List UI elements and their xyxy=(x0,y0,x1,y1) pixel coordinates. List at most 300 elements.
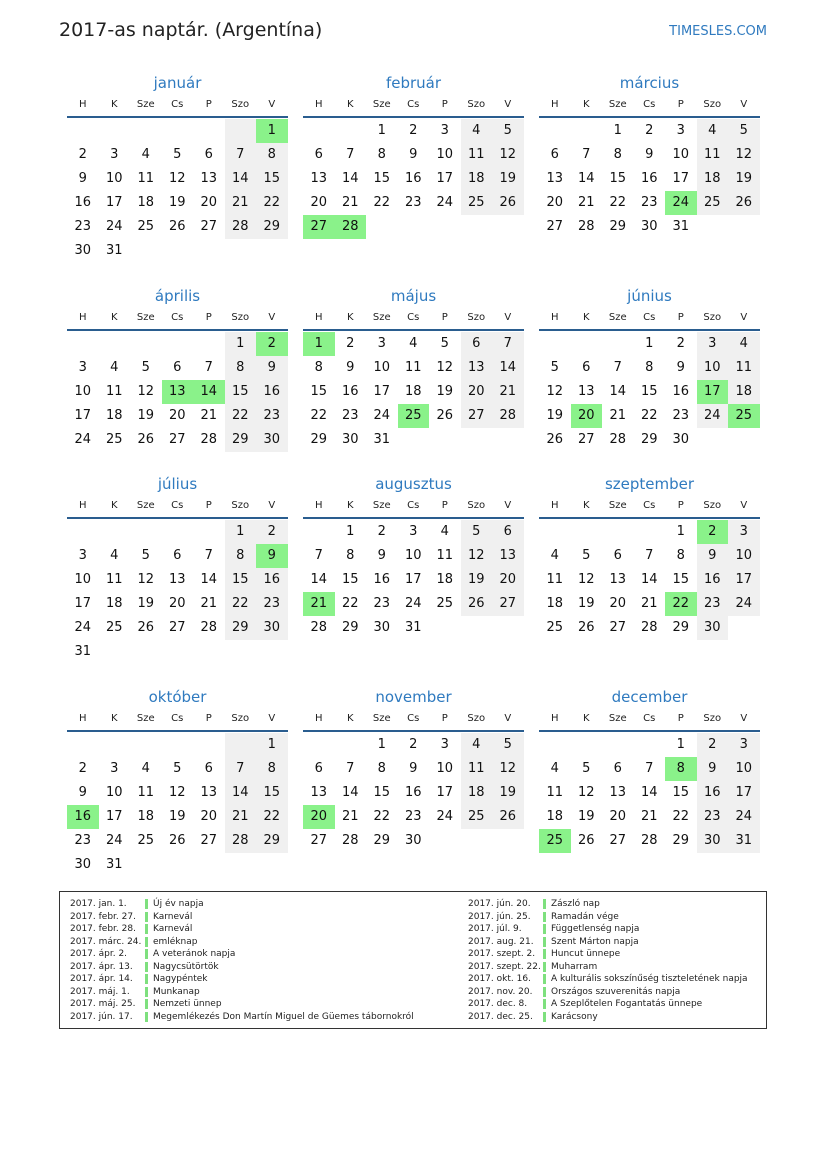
day-cell: 24 xyxy=(373,408,391,423)
weekday-header xyxy=(67,708,288,732)
day-cell: 16 xyxy=(697,781,729,805)
holiday-marker xyxy=(543,1012,546,1022)
day-cell: 2 xyxy=(78,147,87,162)
holiday-name: Függetlenség napja xyxy=(551,924,640,934)
month-title: október xyxy=(148,688,207,706)
day-cell: 11 xyxy=(546,785,564,800)
day-cell: 21 xyxy=(577,195,595,210)
holiday-name: Nemzeti ünnep xyxy=(153,999,222,1009)
day-cell: 23 xyxy=(672,408,690,423)
day-cell: 2 xyxy=(697,733,729,757)
day-cell: 19 xyxy=(577,809,595,824)
site-link[interactable]: TIMESLES.COM xyxy=(669,24,767,39)
day-cell: 8 xyxy=(645,360,654,375)
holiday-day-cell: 24 xyxy=(665,191,697,215)
weekday-label: Sze xyxy=(136,99,155,110)
day-cell: 17 xyxy=(373,384,391,399)
weekday-label: K xyxy=(346,99,354,110)
day-cell: 8 xyxy=(377,147,386,162)
day-cell: 12 xyxy=(492,143,524,167)
weekday-label: Sze xyxy=(372,713,391,724)
holiday-name: Nagypéntek xyxy=(153,974,208,984)
weekday-label: Sze xyxy=(136,500,155,511)
day-cell: 7 xyxy=(613,360,622,375)
weekday-label: V xyxy=(504,713,512,724)
day-cell: 27 xyxy=(461,404,493,428)
day-cell: 30 xyxy=(373,620,391,635)
day-cell: 6 xyxy=(204,147,213,162)
day-cell: 25 xyxy=(137,833,155,848)
day-cell: 9 xyxy=(256,356,288,380)
day-cell: 7 xyxy=(204,548,213,563)
weekday-label: K xyxy=(346,500,354,511)
day-cell: 26 xyxy=(461,592,493,616)
holiday-name: Muharram xyxy=(551,961,598,972)
holiday-row xyxy=(70,986,414,999)
holiday-marker xyxy=(145,999,148,1009)
weekday-label: Sze xyxy=(372,500,391,511)
weekday-label: K xyxy=(582,500,590,511)
empty-day-cell xyxy=(130,520,162,544)
empty-day-cell xyxy=(193,733,225,757)
holiday-day-cell: 22 xyxy=(665,592,697,616)
holiday-date: 2017. dec. 25. xyxy=(468,1011,533,1022)
holiday-marker xyxy=(145,937,148,947)
weekday-label: H xyxy=(314,312,323,323)
holiday-row xyxy=(70,923,414,936)
weekday-label: V xyxy=(740,500,748,511)
day-cell: 2 xyxy=(256,520,288,544)
holiday-marker xyxy=(543,962,546,972)
holiday-date: 2017. jan. 1. xyxy=(70,899,127,909)
day-cell: 4 xyxy=(461,119,493,143)
weekday-label: H xyxy=(314,99,323,110)
day-cell: 5 xyxy=(461,520,493,544)
holiday-row xyxy=(468,986,748,999)
day-cell: 9 xyxy=(697,544,729,568)
day-cell: 19 xyxy=(137,408,155,423)
weekday-label: Cs xyxy=(407,713,420,724)
day-cell: 4 xyxy=(440,524,449,539)
day-cell: 22 xyxy=(672,809,690,824)
day-cell: 27 xyxy=(609,620,627,635)
day-cell: 19 xyxy=(728,167,760,191)
day-cell: 11 xyxy=(461,143,493,167)
day-cell: 23 xyxy=(341,408,359,423)
holiday-row xyxy=(468,961,748,974)
holiday-date: 2017. dec. 8. xyxy=(468,999,528,1009)
month-title: szeptember xyxy=(604,475,695,493)
weekday-label: H xyxy=(78,500,87,511)
weekday-label: Cs xyxy=(407,99,420,110)
day-cell: 2 xyxy=(377,524,386,539)
day-grid xyxy=(539,733,760,853)
day-cell: 19 xyxy=(137,596,155,611)
day-cell: 1 xyxy=(676,737,685,752)
day-cell: 16 xyxy=(697,568,729,592)
day-cell: 11 xyxy=(546,572,564,587)
month-7 xyxy=(67,473,288,664)
day-cell: 5 xyxy=(582,761,591,776)
day-cell: 23 xyxy=(256,404,288,428)
day-cell: 10 xyxy=(728,544,760,568)
day-cell: 4 xyxy=(461,733,493,757)
empty-day-cell xyxy=(571,119,603,143)
day-cell: 31 xyxy=(728,829,760,853)
day-cell: 2 xyxy=(409,123,418,138)
weekday-label: V xyxy=(504,312,512,323)
day-cell: 28 xyxy=(341,833,359,848)
weekday-header xyxy=(539,307,760,331)
empty-day-cell xyxy=(99,733,131,757)
weekday-label: Cs xyxy=(171,99,184,110)
day-cell: 19 xyxy=(546,408,564,423)
month-title: március xyxy=(619,74,680,92)
weekday-label: Cs xyxy=(643,713,656,724)
day-cell: 13 xyxy=(609,572,627,587)
day-grid xyxy=(539,332,760,452)
day-cell: 14 xyxy=(492,356,524,380)
day-cell: 15 xyxy=(373,171,391,186)
holiday-day-cell: 17 xyxy=(697,380,729,404)
weekday-label: Szo xyxy=(231,500,250,511)
day-cell: 23 xyxy=(74,833,92,848)
holiday-day-cell: 25 xyxy=(728,404,760,428)
day-cell: 24 xyxy=(697,404,729,428)
day-cell: 3 xyxy=(440,737,449,752)
empty-day-cell xyxy=(162,520,194,544)
day-grid xyxy=(67,733,288,877)
day-cell: 24 xyxy=(74,620,92,635)
empty-day-cell xyxy=(162,119,194,143)
day-cell: 29 xyxy=(672,620,690,635)
day-cell: 11 xyxy=(461,757,493,781)
weekday-label: Sze xyxy=(136,713,155,724)
day-cell: 14 xyxy=(200,572,218,587)
holiday-day-cell: 1 xyxy=(256,119,288,143)
holiday-row xyxy=(70,898,414,911)
holiday-day-cell: 1 xyxy=(303,332,335,356)
holiday-marker xyxy=(145,924,148,934)
empty-day-cell xyxy=(303,520,335,544)
empty-day-cell xyxy=(193,119,225,143)
day-cell: 14 xyxy=(341,171,359,186)
day-cell: 18 xyxy=(137,809,155,824)
holiday-day-cell: 9 xyxy=(256,544,288,568)
day-cell: 4 xyxy=(409,336,418,351)
day-cell: 28 xyxy=(492,404,524,428)
weekday-label: Sze xyxy=(372,312,391,323)
holiday-day-cell: 28 xyxy=(335,215,367,239)
day-cell: 23 xyxy=(404,809,422,824)
day-cell: 27 xyxy=(200,219,218,234)
day-cell: 31 xyxy=(105,857,123,872)
weekday-header xyxy=(539,495,760,519)
day-cell: 1 xyxy=(346,524,355,539)
weekday-label: Sze xyxy=(608,312,627,323)
day-cell: 16 xyxy=(404,785,422,800)
day-cell: 21 xyxy=(225,191,257,215)
holiday-date: 2017. ápr. 14. xyxy=(70,974,133,984)
weekday-label: H xyxy=(550,713,559,724)
day-cell: 5 xyxy=(728,119,760,143)
day-cell: 24 xyxy=(728,592,760,616)
day-cell: 18 xyxy=(105,408,123,423)
month-title: február xyxy=(385,74,442,92)
holiday-name: Karnevál xyxy=(153,924,193,934)
weekday-label: P xyxy=(205,713,212,724)
day-cell: 10 xyxy=(672,147,690,162)
day-cell: 28 xyxy=(310,620,328,635)
weekday-label: H xyxy=(550,500,559,511)
day-cell: 3 xyxy=(110,147,119,162)
day-cell: 14 xyxy=(225,781,257,805)
holiday-marker xyxy=(543,949,546,959)
day-cell: 30 xyxy=(341,432,359,447)
day-cell: 28 xyxy=(577,219,595,234)
day-cell: 15 xyxy=(256,167,288,191)
day-cell: 17 xyxy=(728,568,760,592)
day-cell: 31 xyxy=(74,644,92,659)
weekday-label: H xyxy=(550,99,559,110)
day-cell: 25 xyxy=(436,596,454,611)
day-cell: 30 xyxy=(256,616,288,640)
weekday-label: P xyxy=(441,312,448,323)
weekday-label: H xyxy=(78,713,87,724)
empty-day-cell xyxy=(130,733,162,757)
weekday-label: H xyxy=(314,713,323,724)
day-cell: 15 xyxy=(672,572,690,587)
day-cell: 18 xyxy=(404,384,422,399)
weekday-label: P xyxy=(441,500,448,511)
day-cell: 23 xyxy=(373,596,391,611)
empty-day-cell xyxy=(99,119,131,143)
month-11 xyxy=(303,686,524,853)
day-cell: 7 xyxy=(204,360,213,375)
holiday-name: A veteránok napja xyxy=(153,949,236,959)
weekday-label: Szo xyxy=(467,312,486,323)
holiday-date: 2017. máj. 1. xyxy=(70,986,130,997)
day-cell: 13 xyxy=(310,171,328,186)
day-cell: 10 xyxy=(105,785,123,800)
day-cell: 21 xyxy=(341,195,359,210)
month-9 xyxy=(539,473,760,640)
day-cell: 17 xyxy=(404,572,422,587)
holiday-day-cell: 21 xyxy=(303,592,335,616)
weekday-label: K xyxy=(110,312,118,323)
day-cell: 9 xyxy=(409,147,418,162)
day-cell: 20 xyxy=(200,195,218,210)
day-cell: 17 xyxy=(105,809,123,824)
day-cell: 15 xyxy=(640,384,658,399)
day-cell: 12 xyxy=(168,171,186,186)
weekday-label: Szo xyxy=(467,713,486,724)
day-cell: 28 xyxy=(225,829,257,853)
day-cell: 20 xyxy=(461,380,493,404)
day-cell: 18 xyxy=(436,572,454,587)
day-grid xyxy=(67,119,288,263)
day-cell: 30 xyxy=(697,829,729,853)
day-cell: 23 xyxy=(640,195,658,210)
weekday-label: Szo xyxy=(703,500,722,511)
day-cell: 14 xyxy=(577,171,595,186)
holiday-day-cell: 16 xyxy=(67,805,99,829)
day-cell: 1 xyxy=(256,733,288,757)
month-title: május xyxy=(390,287,437,305)
day-cell: 30 xyxy=(256,428,288,452)
weekday-label: V xyxy=(268,99,276,110)
day-cell: 16 xyxy=(256,380,288,404)
day-cell: 21 xyxy=(640,596,658,611)
day-cell: 20 xyxy=(609,596,627,611)
day-cell: 8 xyxy=(346,548,355,563)
day-cell: 16 xyxy=(640,171,658,186)
day-cell: 25 xyxy=(461,805,493,829)
empty-day-cell xyxy=(162,733,194,757)
weekday-label: K xyxy=(346,713,354,724)
day-cell: 28 xyxy=(609,432,627,447)
holiday-row xyxy=(468,936,748,949)
day-cell: 16 xyxy=(373,572,391,587)
day-cell: 23 xyxy=(697,805,729,829)
day-cell: 4 xyxy=(550,761,559,776)
day-grid xyxy=(303,520,524,640)
day-cell: 21 xyxy=(225,805,257,829)
day-cell: 29 xyxy=(310,432,328,447)
day-cell: 19 xyxy=(461,568,493,592)
day-grid xyxy=(303,119,524,239)
weekday-header xyxy=(303,495,524,519)
day-cell: 4 xyxy=(141,147,150,162)
day-cell: 15 xyxy=(672,785,690,800)
month-8 xyxy=(303,473,524,640)
day-cell: 26 xyxy=(436,408,454,423)
day-cell: 16 xyxy=(341,384,359,399)
day-cell: 24 xyxy=(74,432,92,447)
holiday-row xyxy=(70,973,414,986)
day-cell: 21 xyxy=(609,408,627,423)
empty-day-cell xyxy=(571,733,603,757)
day-cell: 25 xyxy=(697,191,729,215)
holiday-row xyxy=(468,973,748,986)
weekday-label: K xyxy=(110,500,118,511)
empty-day-cell xyxy=(67,520,99,544)
day-cell: 23 xyxy=(74,219,92,234)
weekday-label: Szo xyxy=(467,99,486,110)
holiday-marker xyxy=(543,987,546,997)
day-cell: 7 xyxy=(314,548,323,563)
holiday-date: 2017. márc. 24. xyxy=(70,936,142,947)
holiday-row xyxy=(70,1011,414,1024)
weekday-label: P xyxy=(677,99,684,110)
weekday-label: P xyxy=(441,99,448,110)
day-cell: 29 xyxy=(609,219,627,234)
day-cell: 8 xyxy=(225,544,257,568)
day-cell: 19 xyxy=(168,809,186,824)
day-cell: 3 xyxy=(78,360,87,375)
holiday-marker xyxy=(543,924,546,934)
weekday-header xyxy=(67,94,288,118)
day-cell: 8 xyxy=(613,147,622,162)
day-cell: 22 xyxy=(310,408,328,423)
day-cell: 25 xyxy=(105,620,123,635)
weekday-label: Szo xyxy=(231,312,250,323)
weekday-label: P xyxy=(205,312,212,323)
month-2 xyxy=(303,72,524,239)
holiday-name: Karácsony xyxy=(551,1011,598,1022)
day-cell: 13 xyxy=(577,384,595,399)
day-cell: 7 xyxy=(645,761,654,776)
day-cell: 30 xyxy=(74,857,92,872)
day-cell: 4 xyxy=(110,360,119,375)
day-cell: 13 xyxy=(310,785,328,800)
weekday-label: H xyxy=(550,312,559,323)
day-cell: 1 xyxy=(225,332,257,356)
weekday-label: Szo xyxy=(231,99,250,110)
empty-day-cell xyxy=(571,332,603,356)
day-cell: 27 xyxy=(577,432,595,447)
holiday-date: 2017. szept. 2. xyxy=(468,949,536,959)
day-cell: 12 xyxy=(577,572,595,587)
day-cell: 5 xyxy=(141,360,150,375)
holiday-date: 2017. aug. 21. xyxy=(468,936,534,947)
day-cell: 13 xyxy=(200,785,218,800)
day-cell: 17 xyxy=(74,408,92,423)
day-cell: 9 xyxy=(377,548,386,563)
holiday-marker xyxy=(145,899,148,909)
holiday-name: emléknap xyxy=(153,936,198,947)
holiday-marker xyxy=(145,1012,148,1022)
month-title: december xyxy=(611,688,688,706)
empty-day-cell xyxy=(539,119,571,143)
day-cell: 3 xyxy=(676,123,685,138)
day-cell: 16 xyxy=(672,384,690,399)
holiday-date: 2017. febr. 28. xyxy=(70,924,136,934)
day-cell: 28 xyxy=(200,620,218,635)
day-cell: 8 xyxy=(225,356,257,380)
day-cell: 10 xyxy=(436,761,454,776)
day-cell: 5 xyxy=(492,733,524,757)
day-cell: 22 xyxy=(256,805,288,829)
day-cell: 28 xyxy=(640,620,658,635)
weekday-label: Cs xyxy=(643,99,656,110)
month-title: január xyxy=(153,74,202,92)
empty-day-cell xyxy=(193,520,225,544)
day-cell: 18 xyxy=(728,380,760,404)
day-cell: 23 xyxy=(256,592,288,616)
day-cell: 26 xyxy=(137,620,155,635)
day-cell: 17 xyxy=(105,195,123,210)
day-cell: 30 xyxy=(74,243,92,258)
day-cell: 1 xyxy=(645,336,654,351)
day-cell: 3 xyxy=(728,733,760,757)
day-cell: 18 xyxy=(461,167,493,191)
weekday-label: V xyxy=(740,99,748,110)
holiday-day-cell: 20 xyxy=(303,805,335,829)
day-cell: 17 xyxy=(672,171,690,186)
day-cell: 24 xyxy=(436,809,454,824)
day-cell: 10 xyxy=(728,757,760,781)
day-cell: 7 xyxy=(492,332,524,356)
day-cell: 20 xyxy=(546,195,564,210)
day-cell: 22 xyxy=(373,809,391,824)
day-cell: 24 xyxy=(436,195,454,210)
day-cell: 19 xyxy=(436,384,454,399)
month-title: április xyxy=(154,287,201,305)
day-cell: 4 xyxy=(141,761,150,776)
day-cell: 3 xyxy=(377,336,386,351)
day-cell: 28 xyxy=(640,833,658,848)
